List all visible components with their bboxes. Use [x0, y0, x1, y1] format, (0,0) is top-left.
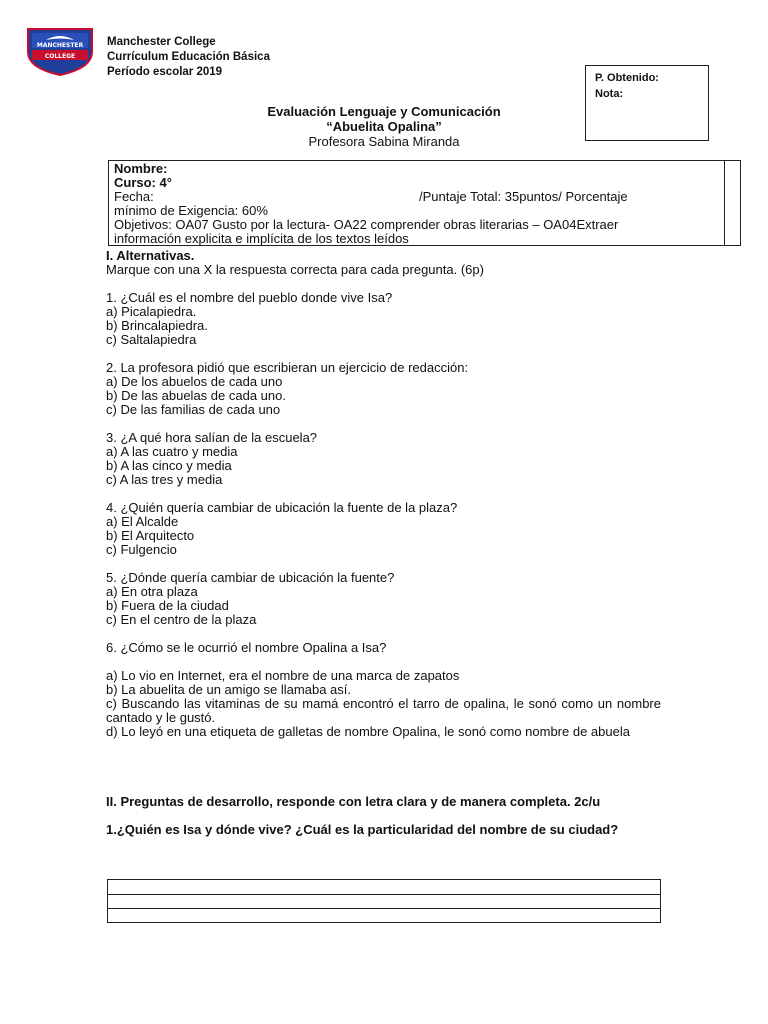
- section-alternatives: [106, 249, 661, 739]
- option: c) Fulgencio: [106, 542, 177, 557]
- objectives-line-1: Objetivos: OA07 Gusto por la lectura- OA22 comprender obras literarias – OA04Extraer: [114, 217, 619, 232]
- option: c) En el centro de la plaza: [106, 612, 257, 627]
- question-text: 2. La profesora pidió que escribieran un ejercicio de redacción:: [106, 360, 469, 375]
- option: b) La abuelita de un amigo se llamaba así.: [106, 682, 351, 697]
- logo-text-bottom: COLLEGE: [44, 53, 76, 60]
- section2-question-1: 1.¿Quién es Isa y dónde vive? ¿Cuál es la particularidad del nombre de su ciudad?: [106, 822, 619, 837]
- student-info: [114, 162, 724, 246]
- question-text: 5. ¿Dónde quería cambiar de ubicación la fuente?: [106, 570, 395, 585]
- school-period: Período escolar 2019: [107, 66, 223, 78]
- exam-title: Evaluación Lenguaje y Comunicación: [267, 104, 501, 119]
- option: b) Fuera de la ciudad: [106, 598, 229, 613]
- answer-line: [108, 908, 660, 909]
- option: a) Lo vio en Internet, era el nombre de una marca de zapatos: [106, 668, 460, 683]
- section1-instruction: Marque con una X la respuesta correcta para cada pregunta. (6p): [106, 262, 484, 277]
- question-text: 3. ¿A qué hora salían de la escuela?: [106, 430, 318, 445]
- total-score-label: /Puntaje Total: 35puntos/ Porcentaje: [419, 189, 628, 204]
- date-label: Fecha:: [114, 189, 154, 204]
- option: a) El Alcalde: [106, 514, 179, 529]
- section-development: [106, 795, 661, 837]
- answer-line: [108, 894, 660, 895]
- date-score-row: [114, 190, 724, 204]
- school-name: Manchester College: [107, 36, 216, 48]
- question-1: [106, 291, 661, 347]
- question-text: 6. ¿Cómo se le ocurrió el nombre Opalina a Isa?: [106, 640, 387, 655]
- question-6: [106, 641, 661, 739]
- teacher-name: Profesora Sabina Miranda: [308, 134, 460, 149]
- section1-heading: I. Alternativas.: [106, 248, 195, 263]
- option: c) Saltalapiedra: [106, 332, 197, 347]
- option: a) Picalapiedra.: [106, 304, 197, 319]
- school-header: [107, 35, 270, 80]
- course-label: Curso: 4°: [114, 175, 172, 190]
- option: a) A las cuatro y media: [106, 444, 238, 459]
- option: b) Brincalapiedra.: [106, 318, 208, 333]
- question-5: [106, 571, 661, 627]
- score-obtained-label: P. Obtenido:: [595, 72, 659, 84]
- section2-heading: II. Preguntas de desarrollo, responde con letra clara y de manera completa. 2c/u: [106, 794, 601, 809]
- answer-box[interactable]: [107, 879, 661, 923]
- question-2: [106, 361, 661, 417]
- option: c) De las familias de cada uno: [106, 402, 281, 417]
- logo-text-top: MANCHESTER: [36, 42, 84, 49]
- question-4: [106, 501, 661, 557]
- option: b) De las abuelas de cada uno.: [106, 388, 286, 403]
- option: b) El Arquitecto: [106, 528, 195, 543]
- question-text: 4. ¿Quién quería cambiar de ubicación la fuente de la plaza?: [106, 500, 458, 515]
- objectives-line-2: información explicita e implícita de los textos leídos: [114, 231, 409, 246]
- reading-title: “Abuelita Opalina”: [326, 119, 442, 134]
- option: c) Buscando las vitaminas de su mamá encontró el tarro de opalina, le sonó como un nombre cantado y le gustó.: [106, 696, 661, 725]
- question-3: [106, 431, 661, 487]
- name-label: Nombre:: [114, 161, 168, 176]
- curriculum-line: Currículum Educación Básica: [107, 51, 270, 63]
- min-requirement-label: mínimo de Exigencia: 60%: [114, 203, 268, 218]
- option: d) Lo leyó en una etiqueta de galletas de nombre Opalina, le sonó como nombre de abuela: [106, 724, 630, 739]
- option: c) A las tres y media: [106, 472, 223, 487]
- option: a) En otra plaza: [106, 584, 198, 599]
- question-text: 1. ¿Cuál es el nombre del pueblo donde vive Isa?: [106, 290, 393, 305]
- school-logo: [24, 26, 96, 76]
- title-block: [0, 104, 768, 149]
- option: a) De los abuelos de cada uno: [106, 374, 283, 389]
- option: b) A las cinco y media: [106, 458, 232, 473]
- grade-label: Nota:: [595, 88, 624, 100]
